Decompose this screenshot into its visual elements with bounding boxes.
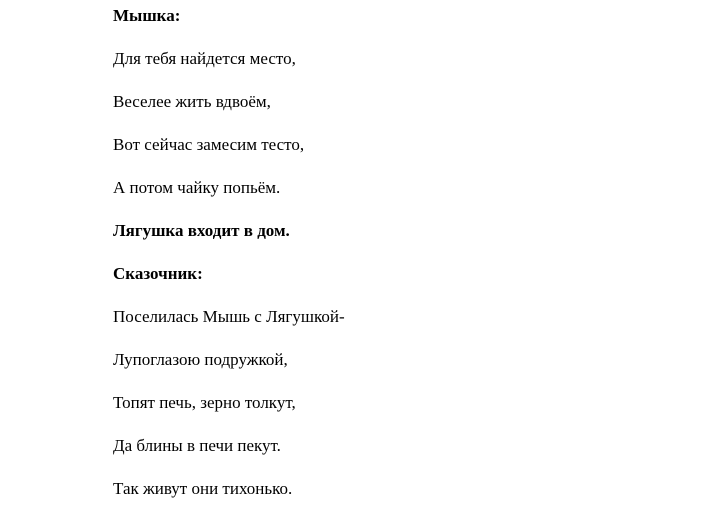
verse-line: Топят печь, зерно толкут, [113, 393, 296, 412]
stage-direction: Лягушка входит в дом. [113, 221, 290, 240]
verse-line: Для тебя найдется место, [113, 49, 296, 68]
verse-line: Вот сейчас замесим тесто, [113, 135, 305, 154]
verse-line: Лупоглазою подружкой, [113, 350, 288, 369]
speaker-narrator-heading: Сказочник: [113, 264, 203, 283]
verse-line: Так живут они тихонько. [113, 479, 293, 498]
verse-line: Поселилась Мышь с Лягушкой- [113, 307, 345, 326]
verse-line: А потом чайку попьём. [113, 178, 281, 197]
verse-line: Веселее жить вдвоём, [113, 92, 271, 111]
verse-line: Да блины в печи пекут. [113, 436, 281, 455]
speaker-mouse-heading: Мышка: [113, 6, 181, 25]
